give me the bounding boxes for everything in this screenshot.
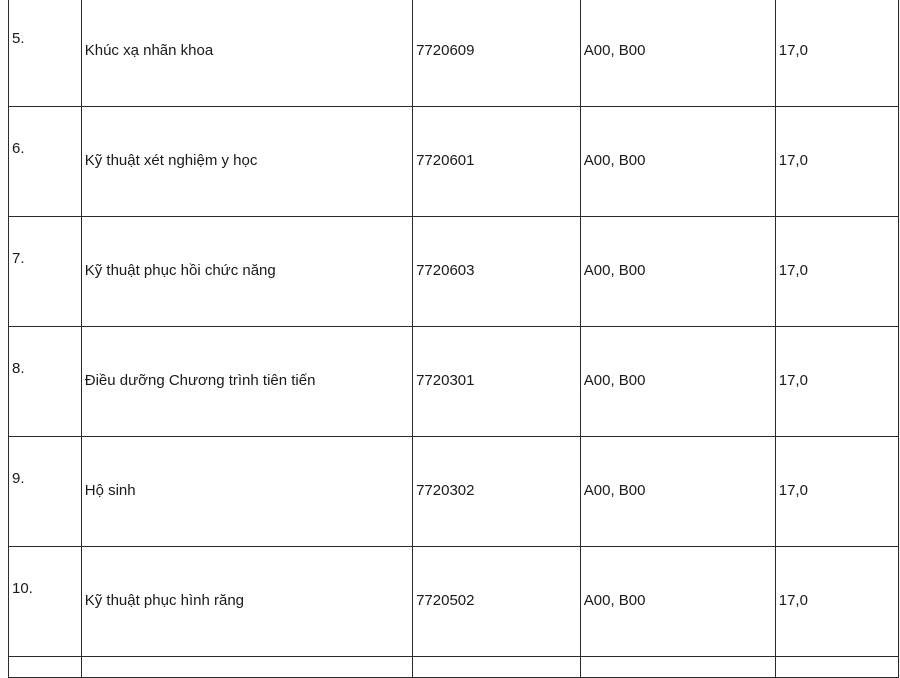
major-code-cell bbox=[413, 547, 581, 657]
score: 17,0 bbox=[778, 262, 808, 279]
empty-cell bbox=[9, 657, 82, 678]
empty-cell bbox=[580, 657, 775, 678]
major-name-cell bbox=[81, 437, 412, 547]
table-row bbox=[9, 437, 899, 547]
major-name-cell bbox=[81, 217, 412, 327]
score: 17,0 bbox=[778, 482, 808, 499]
row-number: 6. bbox=[12, 140, 25, 157]
major-code: 7720609 bbox=[416, 42, 475, 59]
major-name-cell bbox=[81, 327, 412, 437]
major-name: Khúc xạ nhãn khoa bbox=[84, 42, 214, 59]
major-code: 7720601 bbox=[416, 152, 475, 169]
score: 17,0 bbox=[778, 592, 808, 609]
major-code-cell bbox=[413, 327, 581, 437]
table-row bbox=[9, 327, 899, 437]
score-cell bbox=[775, 0, 898, 107]
row-number-cell bbox=[9, 327, 82, 437]
row-number: 5. bbox=[12, 30, 25, 47]
subject-combo: A00, B00 bbox=[583, 372, 646, 389]
row-number-cell bbox=[9, 547, 82, 657]
major-name: Điều dưỡng Chương trình tiên tiến bbox=[84, 372, 316, 389]
score: 17,0 bbox=[778, 42, 808, 59]
major-name: Kỹ thuật phục hình răng bbox=[84, 592, 245, 609]
table-row bbox=[9, 107, 899, 217]
major-code: 7720302 bbox=[416, 482, 475, 499]
major-code-cell bbox=[413, 437, 581, 547]
table-row bbox=[9, 217, 899, 327]
score: 17,0 bbox=[778, 152, 808, 169]
score-cell bbox=[775, 547, 898, 657]
major-code-cell bbox=[413, 217, 581, 327]
row-number: 9. bbox=[12, 470, 25, 487]
score-cell bbox=[775, 327, 898, 437]
row-number-cell bbox=[9, 0, 82, 107]
subject-combo-cell bbox=[580, 217, 775, 327]
subject-combo: A00, B00 bbox=[583, 592, 646, 609]
table-row bbox=[9, 547, 899, 657]
subject-combo-cell bbox=[580, 327, 775, 437]
major-name-cell bbox=[81, 107, 412, 217]
major-name: Kỹ thuật xét nghiệm y học bbox=[84, 152, 258, 169]
row-number: 10. bbox=[12, 580, 33, 597]
major-code: 7720301 bbox=[416, 372, 475, 389]
admission-score-table bbox=[8, 0, 899, 678]
subject-combo-cell bbox=[580, 0, 775, 107]
score-cell bbox=[775, 107, 898, 217]
major-code-cell bbox=[413, 0, 581, 107]
row-number-cell bbox=[9, 107, 82, 217]
row-number: 7. bbox=[12, 250, 25, 267]
subject-combo: A00, B00 bbox=[583, 152, 646, 169]
empty-cell bbox=[413, 657, 581, 678]
major-name-cell bbox=[81, 547, 412, 657]
empty-cell bbox=[81, 657, 412, 678]
row-number-cell bbox=[9, 437, 82, 547]
subject-combo: A00, B00 bbox=[583, 42, 646, 59]
score: 17,0 bbox=[778, 372, 808, 389]
row-number: 8. bbox=[12, 360, 25, 377]
subject-combo-cell bbox=[580, 107, 775, 217]
subject-combo-cell bbox=[580, 437, 775, 547]
major-code: 7720603 bbox=[416, 262, 475, 279]
subject-combo: A00, B00 bbox=[583, 262, 646, 279]
major-name-cell bbox=[81, 0, 412, 107]
major-code-cell bbox=[413, 107, 581, 217]
score-cell bbox=[775, 437, 898, 547]
score-cell bbox=[775, 217, 898, 327]
major-name: Hộ sinh bbox=[84, 482, 136, 499]
table-row bbox=[9, 0, 899, 107]
subject-combo-cell bbox=[580, 547, 775, 657]
major-name: Kỹ thuật phục hồi chức năng bbox=[84, 262, 276, 279]
subject-combo: A00, B00 bbox=[583, 482, 646, 499]
row-number-cell bbox=[9, 217, 82, 327]
empty-cell bbox=[775, 657, 898, 678]
major-code: 7720502 bbox=[416, 592, 475, 609]
table-row-partial bbox=[9, 657, 899, 678]
